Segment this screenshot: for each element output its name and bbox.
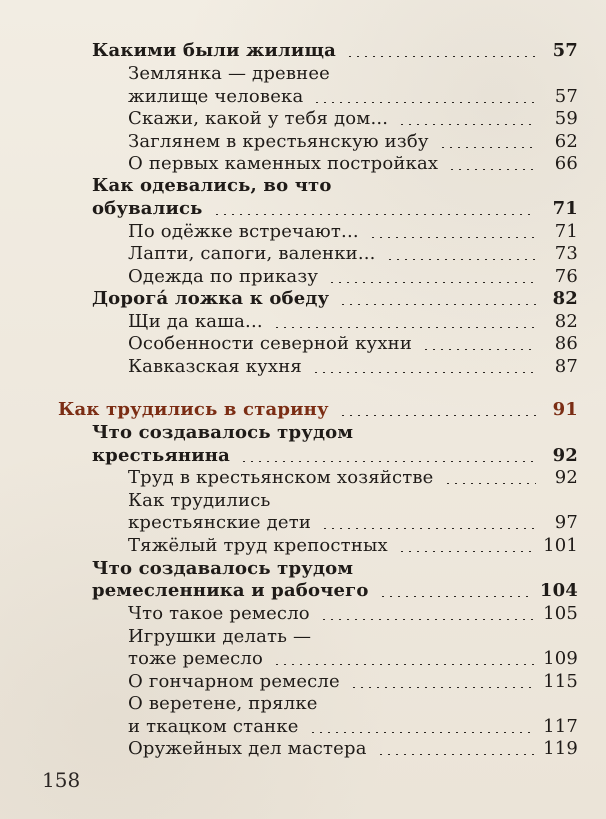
toc-title: Кавказская кухня (128, 356, 302, 377)
toc-entry (92, 198, 578, 220)
toc-entry (128, 108, 578, 130)
leader-dots (444, 483, 537, 484)
toc-entry (92, 558, 578, 580)
chapter-entry (58, 399, 578, 421)
toc-entry (128, 221, 578, 243)
toc-page-number: 105 (543, 603, 578, 624)
leader-dots (213, 214, 536, 215)
leader-dots (377, 754, 535, 755)
toc-title: Скажи, какой у тебя дом... (128, 108, 389, 129)
leader-dots (379, 596, 532, 597)
toc-page-number: 82 (554, 311, 578, 332)
toc-title: Дорогá ложка к обеду (92, 288, 330, 309)
leader-dots (339, 304, 536, 305)
toc-page-number: 73 (554, 243, 578, 264)
toc-title: Что создавалось трудом (92, 558, 354, 579)
toc-title: Особенности северной кухни (128, 333, 413, 354)
toc-page-number: 101 (543, 535, 578, 556)
toc-entry (92, 288, 578, 310)
toc-page-number: 109 (543, 648, 578, 669)
toc-title: Оружейных дел мастера (128, 738, 367, 759)
leader-dots (398, 124, 536, 125)
page-number: 158 (42, 768, 81, 792)
leader-dots (346, 56, 536, 57)
leader-dots (339, 415, 536, 416)
toc-entry (128, 63, 578, 85)
leader-dots (273, 327, 536, 328)
toc-page-number: 76 (554, 266, 578, 287)
toc-title: Игрушки делать — (128, 626, 312, 647)
toc-title: Лапти, сапоги, валенки... (128, 243, 376, 264)
chapter-title: Как трудились в старину (58, 399, 329, 420)
leader-dots (328, 282, 536, 283)
toc-title: Тяжёлый труд крепостных (128, 535, 388, 556)
toc-title: Одежда по приказу (128, 266, 319, 287)
toc-page-number: 71 (554, 221, 578, 242)
toc-title: тоже ремесло (128, 648, 264, 669)
table-of-contents (58, 0, 576, 819)
toc-page-number: 87 (554, 356, 578, 377)
toc-entry (128, 512, 578, 534)
toc-entry (92, 422, 578, 444)
toc-title: Что такое ремесло (128, 603, 310, 624)
leader-dots (448, 169, 536, 170)
toc-page-number: 86 (554, 333, 578, 354)
toc-title: Заглянем в крестьянскую избу (128, 131, 429, 152)
toc-entry (128, 243, 578, 265)
toc-entry (128, 311, 578, 333)
toc-entry (128, 603, 578, 625)
leader-dots (312, 372, 536, 373)
toc-entry (92, 175, 578, 197)
leader-dots (386, 259, 536, 260)
toc-entry (128, 356, 578, 378)
toc-title: жилище человека (128, 86, 304, 107)
toc-page-number: 92 (552, 445, 578, 466)
toc-entry (128, 648, 578, 670)
toc-title: Щи да каша... (128, 311, 263, 332)
toc-page-number: 115 (543, 671, 578, 692)
toc-title: О веретене, прялке (128, 693, 318, 714)
leader-dots (422, 349, 536, 350)
leader-dots (369, 237, 536, 238)
leader-dots (350, 687, 535, 688)
toc-title: крестьянские дети (128, 512, 312, 533)
toc-entry (128, 738, 578, 760)
leader-dots (273, 664, 535, 665)
toc-page-number: 92 (554, 467, 578, 488)
toc-title: Труд в крестьянском хозяйстве (128, 467, 434, 488)
toc-page-number: 71 (552, 198, 578, 219)
toc-page-number: 119 (543, 738, 578, 759)
toc-page-number: 82 (552, 288, 578, 309)
toc-entry (128, 671, 578, 693)
toc-entry (92, 580, 578, 602)
toc-entry (128, 333, 578, 355)
leader-dots (398, 551, 535, 552)
leader-dots (240, 461, 536, 462)
toc-page-number: 66 (554, 153, 578, 174)
toc-entry (92, 40, 578, 62)
toc-entry (128, 626, 578, 648)
toc-entry (128, 467, 578, 489)
toc-title: обувались (92, 198, 203, 219)
toc-title: Как трудились (128, 490, 271, 511)
toc-title: Какими были жилища (92, 40, 336, 61)
toc-entry (92, 445, 578, 467)
toc-entry (128, 131, 578, 153)
leader-dots (439, 147, 536, 148)
toc-title: О гончарном ремесле (128, 671, 340, 692)
toc-title: О первых каменных постройках (128, 153, 439, 174)
toc-page-number: 59 (554, 108, 578, 129)
toc-title: Землянка — древнее (128, 63, 331, 84)
leader-dots (320, 619, 535, 620)
toc-entry (128, 86, 578, 108)
toc-page-number: 97 (554, 512, 578, 533)
toc-title: и ткацком станке (128, 716, 299, 737)
toc-entry (128, 490, 578, 512)
toc-title: Как одевались, во что (92, 175, 332, 196)
toc-title: крестьянина (92, 445, 231, 466)
toc-page-number: 57 (554, 86, 578, 107)
leader-dots (321, 528, 536, 529)
toc-page-number: 117 (543, 716, 578, 737)
toc-entry (128, 693, 578, 715)
toc-page-number: 62 (554, 131, 578, 152)
toc-entry (128, 535, 578, 557)
toc-page-number: 91 (552, 399, 578, 420)
toc-entry (128, 716, 578, 738)
toc-title: Что создавалось трудом (92, 422, 354, 443)
leader-dots (309, 732, 536, 733)
toc-page-number: 104 (539, 580, 578, 601)
toc-title: По одёжке встречают... (128, 221, 359, 242)
toc-entry (128, 153, 578, 175)
toc-page-number: 57 (552, 40, 578, 61)
toc-entry (128, 266, 578, 288)
toc-title: ремесленника и рабочего (92, 580, 369, 601)
leader-dots (313, 102, 536, 103)
